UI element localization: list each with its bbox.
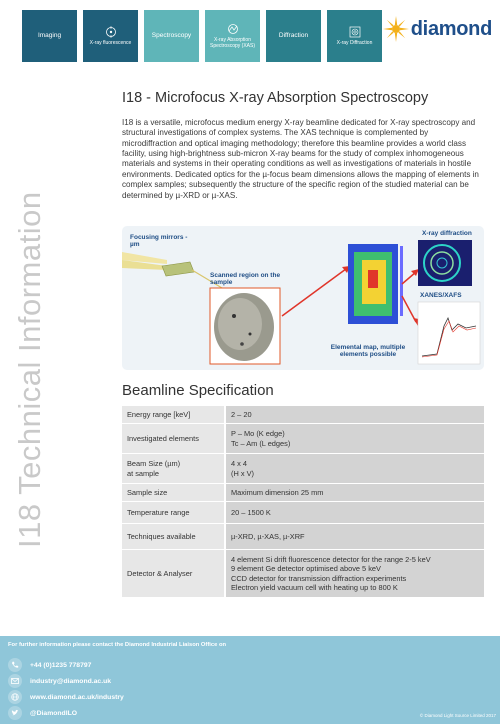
tile-xrd[interactable] <box>327 10 382 62</box>
spec-table <box>122 405 484 598</box>
spec-value: 4 x 4 (H x V) <box>225 454 484 484</box>
tile-diffraction[interactable] <box>266 10 321 62</box>
globe-icon <box>8 690 22 704</box>
footer-web[interactable] <box>8 690 124 704</box>
figure-label-xanes: XANES/XAFS <box>420 292 462 299</box>
spec-key: Energy range [keV] <box>122 406 225 424</box>
xrf-icon <box>105 26 117 38</box>
table-row <box>122 454 484 484</box>
spec-value: 4 element Si drift fluorescence detector for the range 2-5 keV 9 element Ge detector optimised above 5 keV CCD detector for transmission diffraction experiments Electron yield vacuum cell with heating up to 800 K <box>225 550 484 598</box>
diamond-star-icon <box>383 16 409 42</box>
figure-label-scanned: Scanned region on the sample <box>210 272 281 287</box>
footer-phone[interactable] <box>8 658 91 672</box>
spec-heading: Beamline Specification <box>122 382 274 399</box>
spec-value: 20 – 1500 K <box>225 502 484 524</box>
spec-value: 2 – 20 <box>225 406 484 424</box>
footer <box>0 636 500 724</box>
xrd-icon <box>349 26 361 38</box>
footer-heading: For further information please contact the Diamond Industrial Liaison Office on <box>8 642 227 648</box>
table-row <box>122 484 484 502</box>
intro-paragraph: I18 is a versatile, microfocus medium energy X-ray beamline dedicated for X-ray spectroscopy and structural investigations of complex systems. The XAS technique is complemented by microdiffraction and optical imaging methodology; therefore this beamline provides a world class facility, using high-brightness sub-micron X-ray beams for the study of complex inhomogeneous materials and systems in their operating conditions as well as investigations of materials in hostile environments. Dedicated optics for the µ-focus beam dimensions allows the mapping of elements in complex samples; subsequently the structure of the specific region of the studied material can be determined by µ-XRD or µ-XAS. <box>122 118 479 200</box>
technique-tiles <box>22 10 382 62</box>
spec-key: Detector & Analyser <box>122 550 225 598</box>
logo-text: diamond <box>410 17 492 40</box>
tile-imaging[interactable] <box>22 10 77 62</box>
website-link: www.diamond.ac.uk/industry <box>30 693 124 701</box>
tile-label: Spectroscopy <box>151 32 192 40</box>
tile-xas[interactable] <box>205 10 260 62</box>
phone-number: +44 (0)1235 778797 <box>30 661 92 669</box>
tile-spectroscopy[interactable] <box>144 10 199 62</box>
email-icon <box>8 674 22 688</box>
tile-label: Diffraction <box>278 32 309 40</box>
main-content <box>122 90 484 201</box>
figure-label-map: Elemental map, multiple elements possible <box>330 344 406 359</box>
beamline-figure <box>122 226 484 370</box>
xas-icon <box>227 23 239 35</box>
table-row <box>122 424 484 454</box>
spec-key: Investigated elements <box>122 424 225 454</box>
spec-key: Sample size <box>122 484 225 502</box>
copyright: © Diamond Light Source Limited 2017 <box>419 713 496 718</box>
table-row <box>122 550 484 598</box>
table-row <box>122 524 484 550</box>
tile-label: X-ray Absorption Spectroscopy (XAS) <box>209 37 256 49</box>
table-row <box>122 502 484 524</box>
spec-key: Beam Size (µm) at sample <box>122 454 225 484</box>
figure-label-xrd: X-ray diffraction <box>422 230 472 237</box>
footer-email[interactable] <box>8 674 111 688</box>
twitter-handle: @DiamondILO <box>30 709 78 717</box>
spec-key: Techniques available <box>122 524 225 550</box>
spec-value: µ-XRD, µ-XAS, µ-XRF <box>225 524 484 550</box>
phone-icon <box>8 658 22 672</box>
figure-label-mirrors: Focusing mirrors - µm <box>130 234 188 249</box>
spec-value: Maximum dimension 25 mm <box>225 484 484 502</box>
side-title: I18 Technical Information <box>12 191 47 548</box>
tile-xrf[interactable] <box>83 10 138 62</box>
tile-label: X-ray Diffraction <box>336 39 373 46</box>
tile-label: X-ray fluorescence <box>89 39 132 46</box>
table-row <box>122 406 484 424</box>
diamond-logo[interactable] <box>383 16 492 42</box>
footer-twitter[interactable] <box>8 706 77 720</box>
page-title: I18 - Microfocus X-ray Absorption Spectroscopy <box>122 90 429 106</box>
email-address: industry@diamond.ac.uk <box>30 677 112 685</box>
tile-label: Imaging <box>37 32 62 40</box>
twitter-icon <box>8 706 22 720</box>
spec-key: Temperature range <box>122 502 225 524</box>
spec-value: P – Mo (K edge) Tc – Am (L edges) <box>225 424 484 454</box>
